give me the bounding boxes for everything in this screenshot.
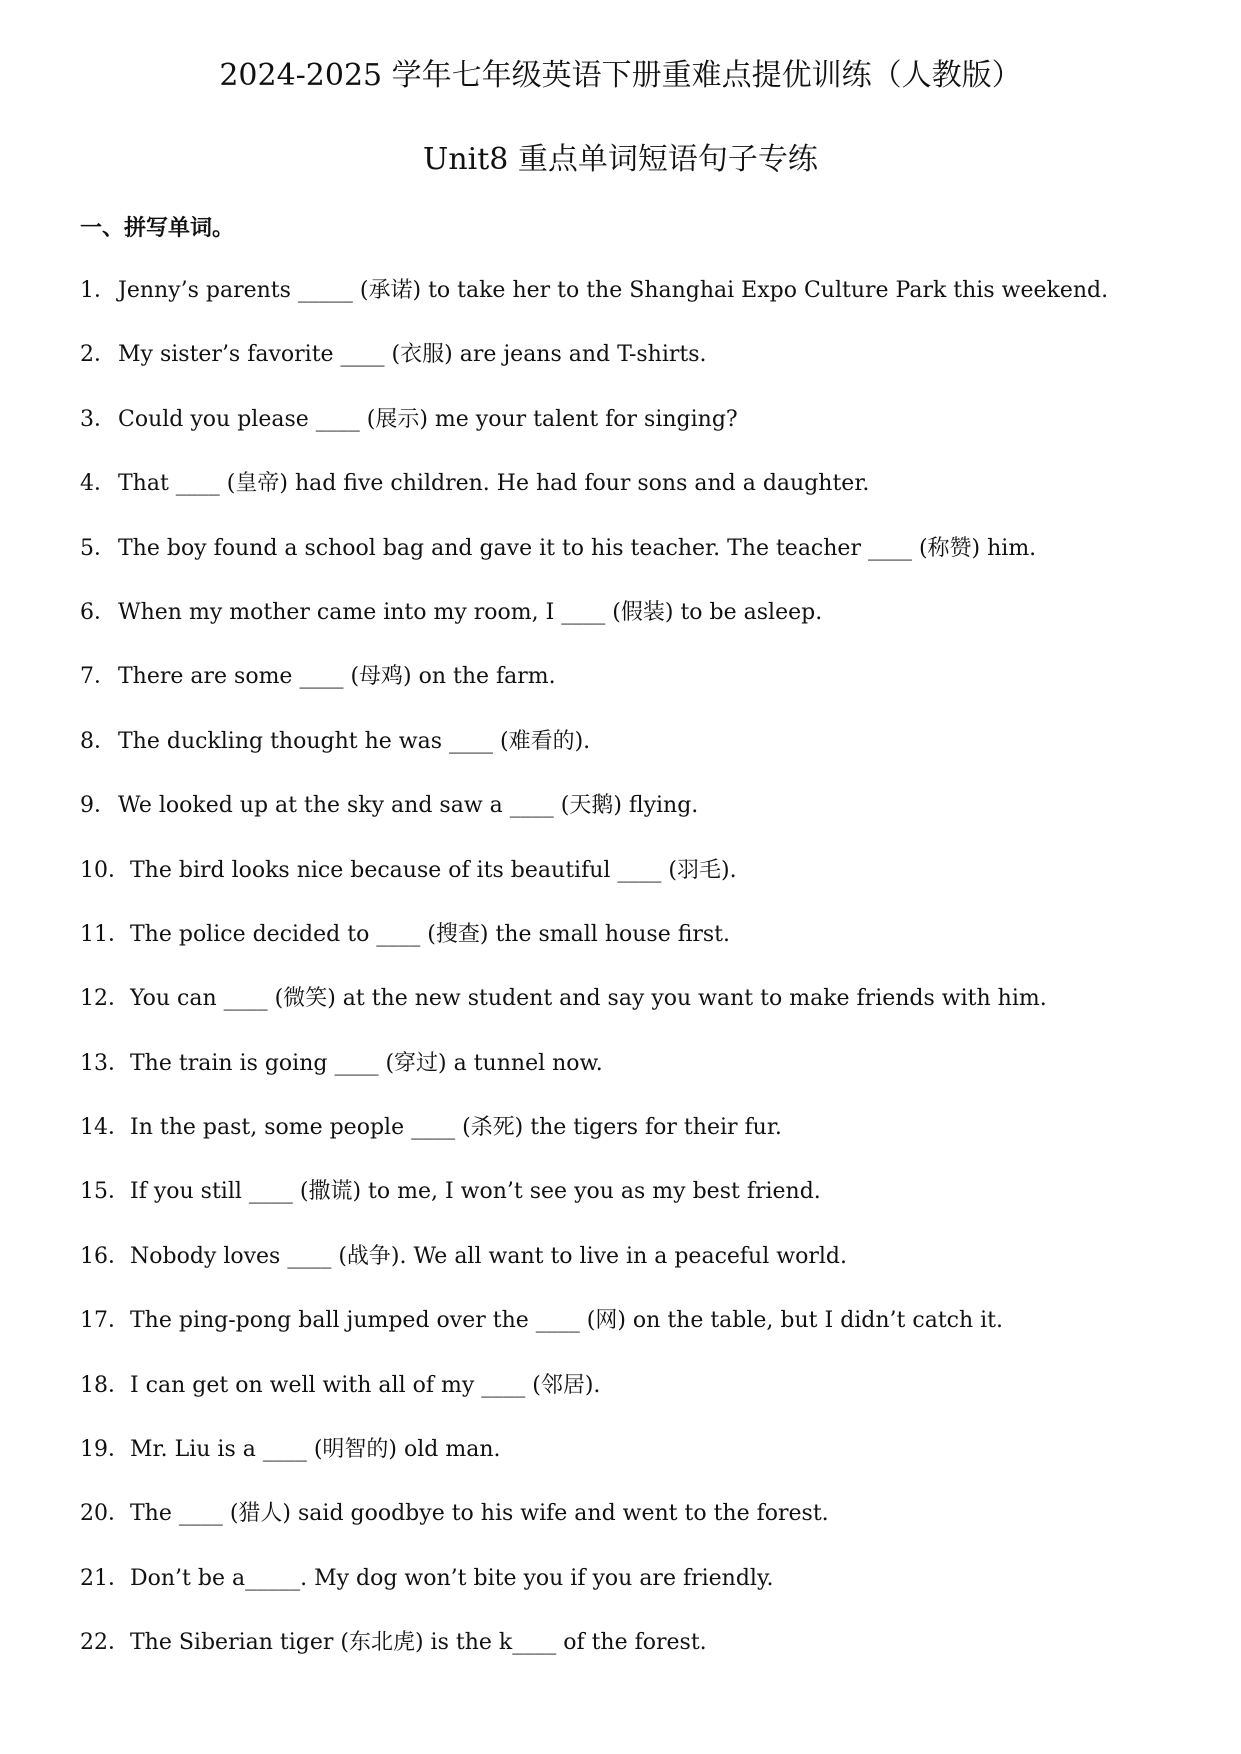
question-text: The police decided to ____ (搜查) the small house first.: [130, 921, 731, 947]
question-number: 22．: [80, 1630, 130, 1656]
question-item: [80, 856, 1180, 920]
question-item: [80, 791, 1180, 855]
question-item: [80, 1049, 1180, 1113]
question-number: 20．: [80, 1501, 130, 1527]
question-number: 4．: [80, 471, 116, 497]
question-number: 8．: [80, 728, 116, 754]
question-item: [80, 1306, 1180, 1370]
page-title: 2024-2025 学年七年级英语下册重难点提优训练（人教版）: [219, 58, 1022, 93]
question-number: 16．: [80, 1243, 130, 1269]
question-text: The boy found a school bag and gave it to his teacher. The teacher ____ (称赞) him.: [118, 535, 1037, 561]
page-subtitle: Unit8 重点单词短语句子专练: [423, 142, 818, 177]
question-number: 21．: [80, 1565, 130, 1591]
question-text: That ____ (皇帝) had five children. He had four sons and a daughter.: [118, 471, 870, 497]
question-item: [80, 405, 1180, 469]
question-text: My sister’s favorite ____ (衣服) are jeans and T-shirts.: [118, 342, 707, 368]
question-number: 5．: [80, 535, 116, 561]
question-text: Don’t be a_____. My dog won’t bite you if you are friendly.: [130, 1565, 774, 1591]
question-text: The duckling thought he was ____ (难看的).: [118, 728, 591, 754]
question-number: 7．: [80, 664, 116, 690]
question-item: [80, 727, 1180, 791]
question-text: Nobody loves ____ (战争). We all want to live in a peaceful world.: [130, 1243, 847, 1269]
question-text: Mr. Liu is a ____ (明智的) old man.: [130, 1437, 501, 1463]
question-text: You can ____ (微笑) at the new student and say you want to make friends with him.: [130, 986, 1047, 1012]
question-list: [80, 276, 1180, 1693]
question-text: There are some ____ (母鸡) on the farm.: [118, 664, 556, 690]
question-item: [80, 1371, 1180, 1435]
question-item: [80, 920, 1180, 984]
question-text: The ping-pong ball jumped over the ____ (网) on the table, but I didn’t catch it.: [130, 1308, 1004, 1334]
question-item: [80, 276, 1180, 340]
section-heading: 一、拼写单词。: [80, 215, 235, 241]
question-item: [80, 1499, 1180, 1563]
question-number: 1．: [80, 278, 116, 303]
question-text: When my mother came into my room, I ____ (假装) to be asleep.: [118, 599, 823, 625]
question-number: 12．: [80, 986, 130, 1012]
question-item: [80, 1628, 1180, 1692]
question-item: [80, 534, 1180, 598]
question-item: [80, 1177, 1180, 1241]
question-number: 11．: [80, 921, 130, 947]
question-number: 18．: [80, 1372, 130, 1398]
question-text: We looked up at the sky and saw a ____ (天鹅) flying.: [118, 793, 699, 819]
question-item: [80, 1435, 1180, 1499]
question-number: 6．: [80, 599, 116, 625]
question-item: [80, 340, 1180, 404]
question-number: 19．: [80, 1437, 130, 1463]
question-text: I can get on well with all of my ____ (邻居).: [130, 1372, 601, 1398]
question-item: [80, 1242, 1180, 1306]
question-item: [80, 469, 1180, 533]
question-text: If you still ____ (撒谎) to me, I won’t see you as my best friend.: [130, 1179, 821, 1205]
question-number: 17．: [80, 1308, 130, 1334]
question-text: The Siberian tiger (东北虎) is the k____ of the forest.: [130, 1630, 707, 1656]
question-item: [80, 1113, 1180, 1177]
question-number: 3．: [80, 406, 116, 432]
question-item: [80, 984, 1180, 1048]
question-item: [80, 598, 1180, 662]
question-number: 14．: [80, 1115, 130, 1141]
question-text: The bird looks nice because of its beautiful ____ (羽毛).: [130, 857, 737, 883]
question-item: [80, 662, 1180, 726]
question-item: [80, 1564, 1180, 1628]
question-number: 2．: [80, 342, 116, 368]
question-text: Jenny’s parents _____ (承诺) to take her to the Shanghai Expo Culture Park this weekend.: [118, 278, 1109, 303]
question-text: The train is going ____ (穿过) a tunnel now.: [130, 1050, 603, 1076]
question-number: 13．: [80, 1050, 130, 1076]
question-number: 10．: [80, 857, 130, 883]
question-number: 15．: [80, 1179, 130, 1205]
question-text: The ____ (猎人) said goodbye to his wife and went to the forest.: [130, 1501, 829, 1527]
question-text: Could you please ____ (展示) me your talent for singing?: [118, 406, 738, 432]
question-text: In the past, some people ____ (杀死) the tigers for their fur.: [130, 1115, 782, 1141]
question-number: 9．: [80, 793, 116, 819]
